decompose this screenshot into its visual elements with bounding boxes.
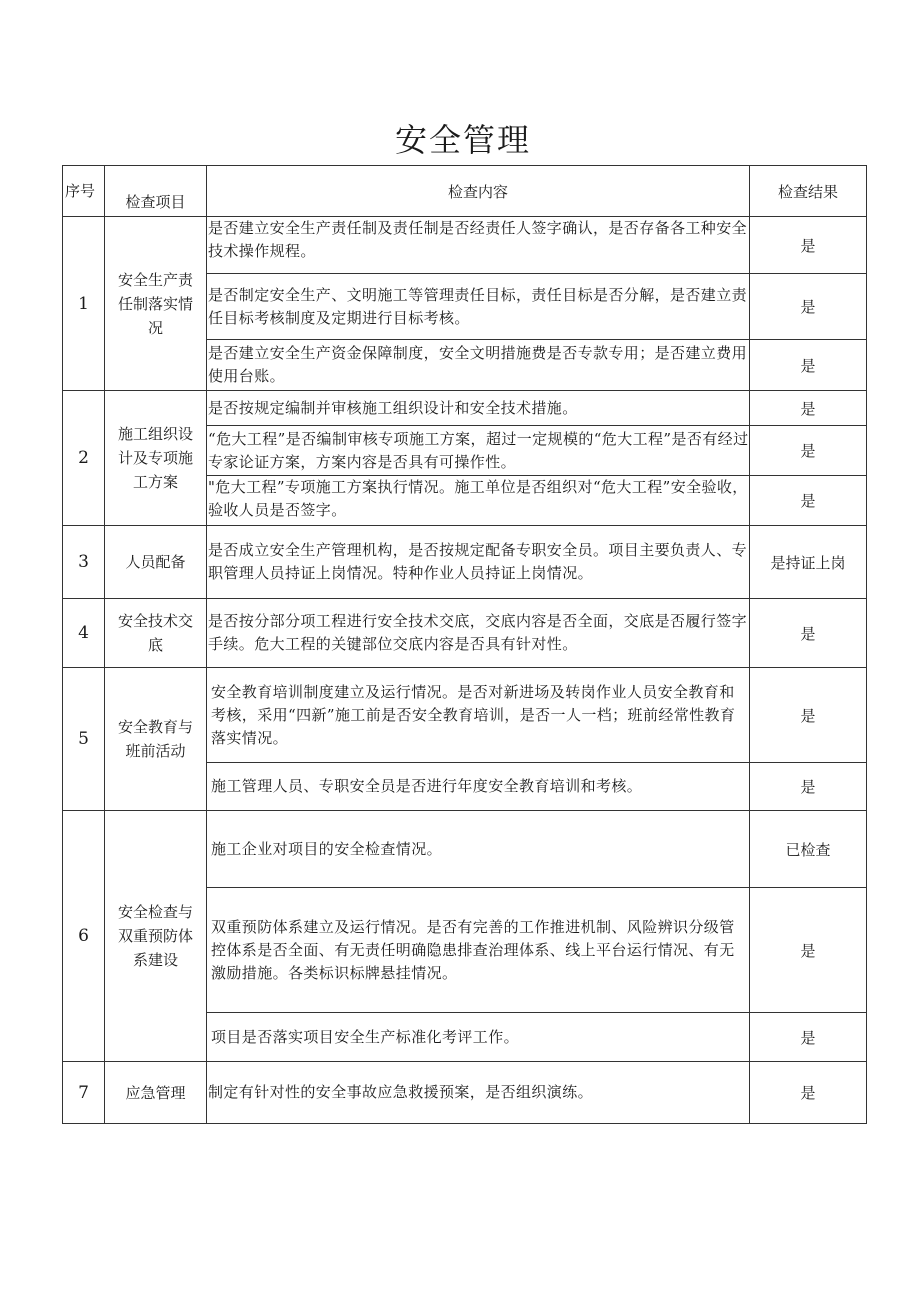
check-content: 双重预防体系建立及运行情况。是否有完善的工作推进机制、风险辨识分级管控体系是否全面、有无责任明确隐患排查治理体系、线上平台运行情况、有无激励措施。各类标识标牌悬挂情况。 bbox=[207, 888, 750, 1013]
section-seq: 2 bbox=[63, 391, 105, 526]
section-item: 安全检查与双重预防体系建设 bbox=[105, 811, 207, 1062]
table-row bbox=[63, 599, 867, 668]
page-title: 安全管理 bbox=[394, 121, 531, 159]
section-item: 施工组织设计及专项施工方案 bbox=[105, 391, 207, 526]
table-row bbox=[63, 668, 867, 763]
check-content: “危大工程”是否编制审核专项施工方案，超过一定规模的“危大工程”是否有经过专家论证方案，方案内容是否具有可操作性。 bbox=[207, 426, 750, 476]
section-item: 应急管理 bbox=[105, 1062, 207, 1124]
check-content: "危大工程”专项施工方案执行情况。施工单位是否组织对“危大工程”安全验收，验收人员是否签字。 bbox=[207, 476, 750, 526]
section-item: 安全教育与班前活动 bbox=[105, 668, 207, 811]
section-seq: 5 bbox=[63, 668, 105, 811]
section-seq: 7 bbox=[63, 1062, 105, 1124]
check-result: 是 bbox=[750, 391, 867, 426]
header-content: 检查内容 bbox=[207, 166, 750, 217]
check-result: 是 bbox=[750, 599, 867, 668]
check-result: 是 bbox=[750, 476, 867, 526]
check-content: 是否制定安全生产、文明施工等管理责任目标，责任目标是否分解，是否建立责任目标考核制度及定期进行目标考核。 bbox=[207, 274, 750, 340]
check-content: 是否成立安全生产管理机构，是否按规定配备专职安全员。项目主要负责人、专职管理人员持证上岗情况。特种作业人员持证上岗情况。 bbox=[207, 526, 750, 599]
check-content: 是否建立安全生产责任制及责任制是否经责任人签字确认，是否存备各工种安全技术操作规程。 bbox=[207, 217, 750, 274]
inspection-table bbox=[62, 165, 867, 1124]
check-content: 项目是否落实项目安全生产标准化考评工作。 bbox=[207, 1013, 750, 1062]
section-seq: 4 bbox=[63, 599, 105, 668]
section-seq: 6 bbox=[63, 811, 105, 1062]
table-header-row bbox=[63, 166, 867, 217]
header-seq: 序号 bbox=[63, 166, 105, 217]
check-result: 已检查 bbox=[750, 811, 867, 888]
check-result: 是 bbox=[750, 340, 867, 391]
section-seq: 1 bbox=[63, 217, 105, 391]
table-row bbox=[63, 1062, 867, 1124]
table-row bbox=[63, 391, 867, 426]
check-result: 是 bbox=[750, 426, 867, 476]
check-result: 是 bbox=[750, 1062, 867, 1124]
check-result: 是 bbox=[750, 888, 867, 1013]
section-item: 人员配备 bbox=[105, 526, 207, 599]
check-content: 施工管理人员、专职安全员是否进行年度安全教育培训和考核。 bbox=[207, 763, 750, 811]
check-content: 是否按规定编制并审核施工组织设计和安全技术措施。 bbox=[207, 391, 750, 426]
check-content: 施工企业对项目的安全检查情况。 bbox=[207, 811, 750, 888]
check-content: 制定有针对性的安全事故应急救援预案，是否组织演练。 bbox=[207, 1062, 750, 1124]
table-row bbox=[63, 526, 867, 599]
section-item: 安全技术交底 bbox=[105, 599, 207, 668]
check-result: 是 bbox=[750, 217, 867, 274]
check-result: 是 bbox=[750, 274, 867, 340]
section-seq: 3 bbox=[63, 526, 105, 599]
check-result: 是 bbox=[750, 763, 867, 811]
check-result: 是 bbox=[750, 668, 867, 763]
header-item: 检查项目 bbox=[105, 166, 207, 217]
check-result: 是 bbox=[750, 1013, 867, 1062]
check-content: 是否建立安全生产资金保障制度，安全文明措施费是否专款专用；是否建立费用使用台账。 bbox=[207, 340, 750, 391]
check-content: 安全教育培训制度建立及运行情况。是否对新进场及转岗作业人员安全教育和考核，采用“四新”施工前是否安全教育培训，是否一人一档；班前经常性教育落实情况。 bbox=[207, 668, 750, 763]
table-row bbox=[63, 217, 867, 274]
header-result: 检查结果 bbox=[750, 166, 867, 217]
check-content: 是否按分部分项工程进行安全技术交底，交底内容是否全面，交底是否履行签字手续。危大工程的关键部位交底内容是否具有针对性。 bbox=[207, 599, 750, 668]
check-result: 是持证上岗 bbox=[750, 526, 867, 599]
section-item: 安全生产责任制落实情况 bbox=[105, 217, 207, 391]
table-row bbox=[63, 811, 867, 888]
